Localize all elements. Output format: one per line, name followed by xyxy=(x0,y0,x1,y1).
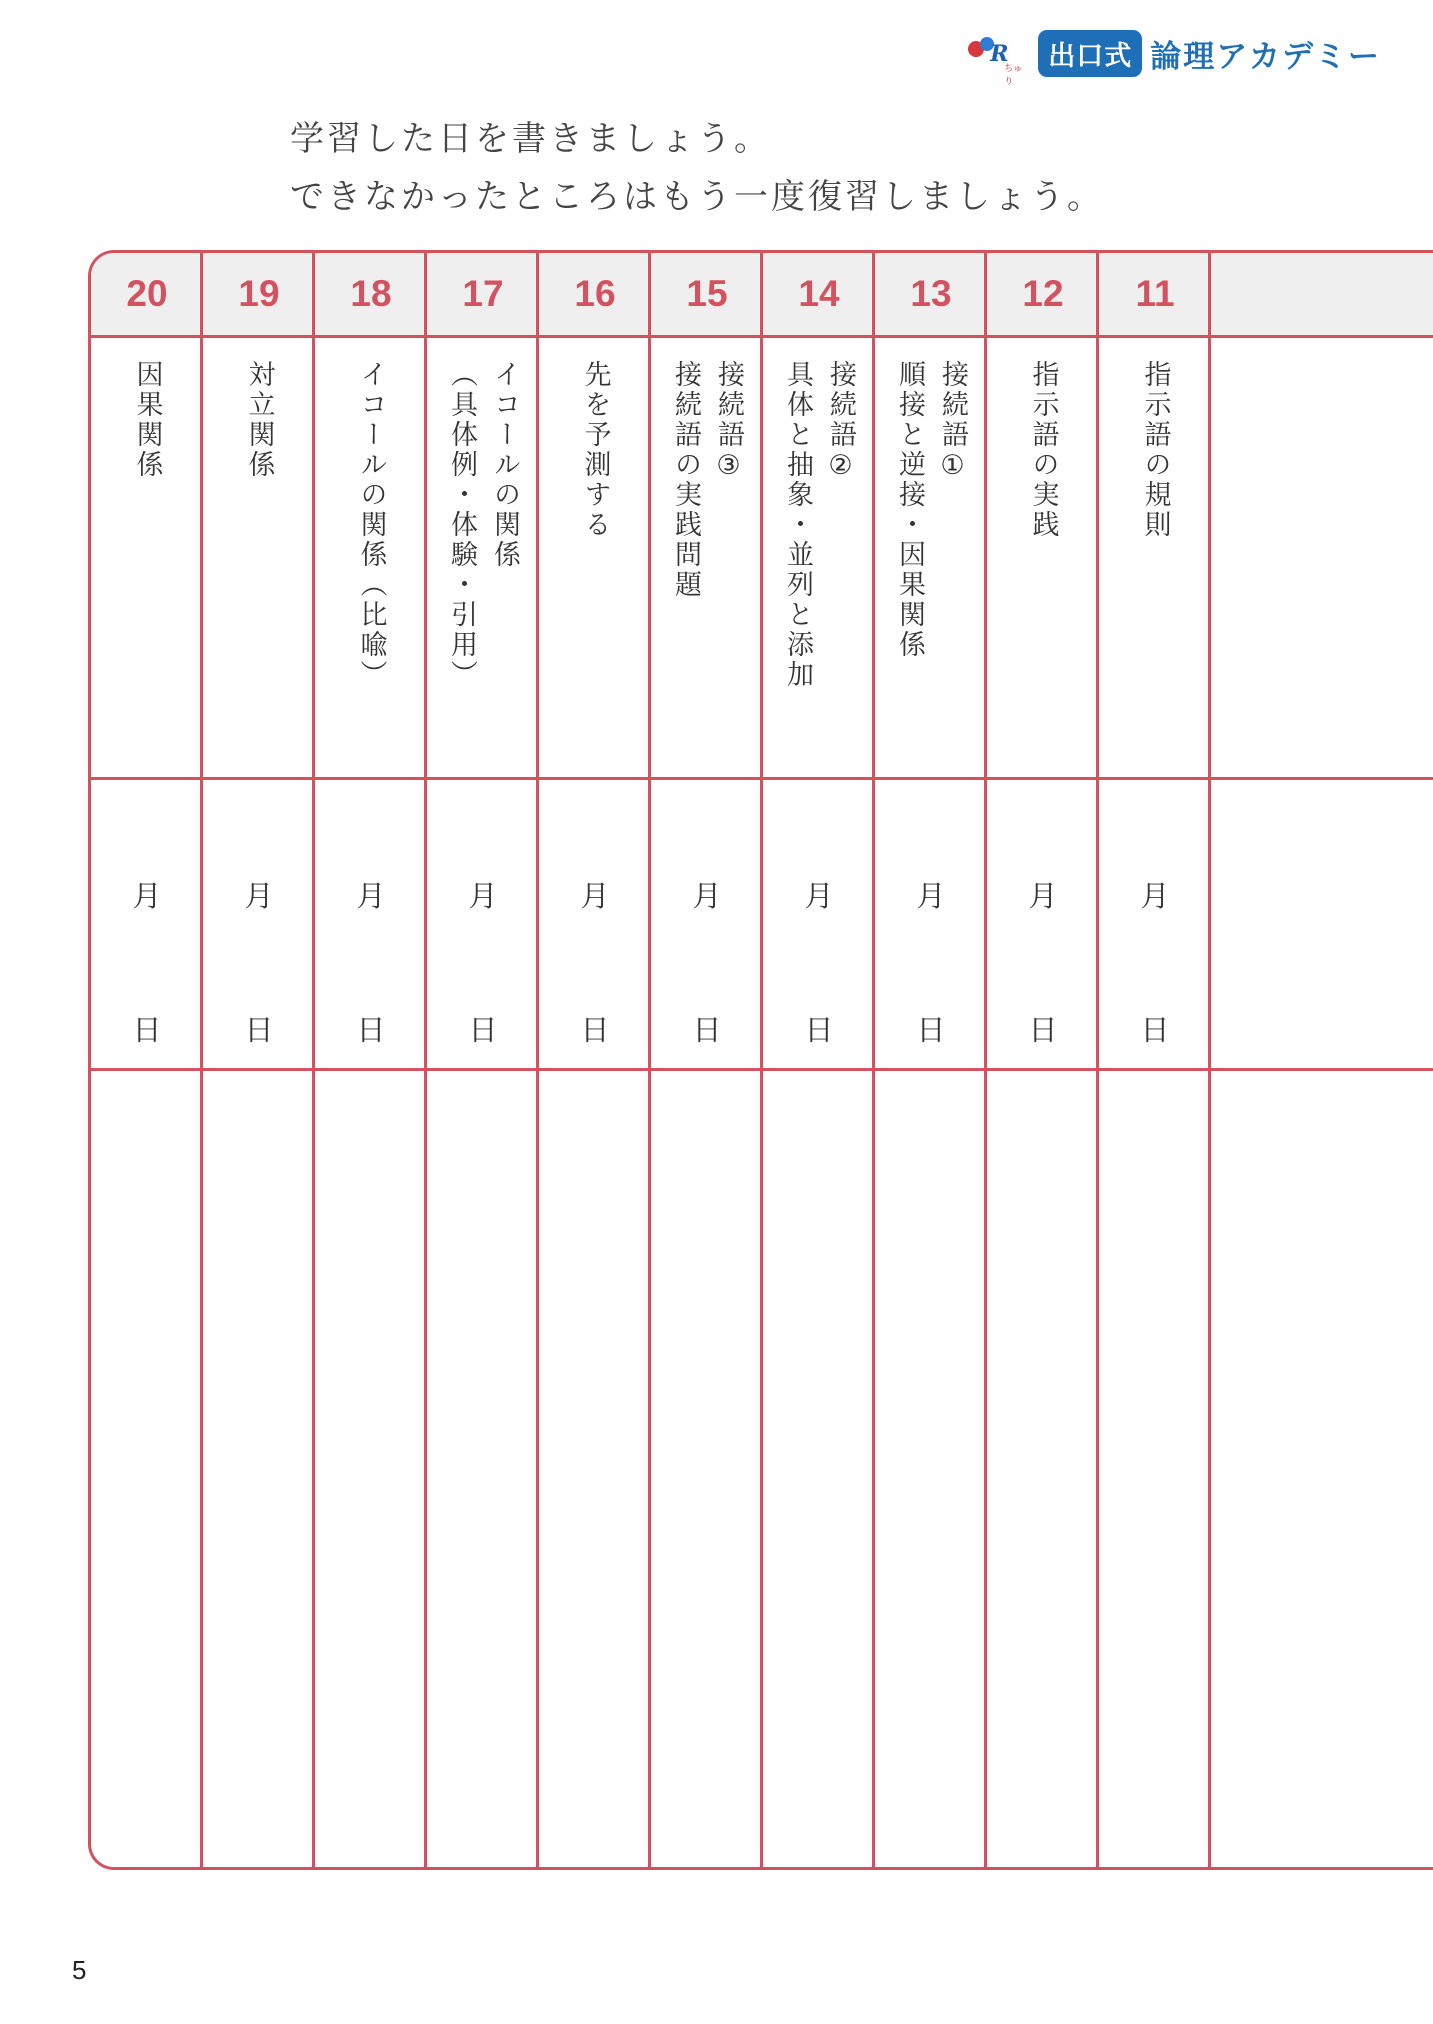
brand-header xyxy=(966,30,1381,87)
lesson-topic-line: 順接と逆接・因果関係 xyxy=(894,360,925,660)
lesson-column xyxy=(91,253,203,1867)
notes-cell[interactable] xyxy=(1211,1071,1433,1867)
notes-cell[interactable] xyxy=(91,1071,203,1867)
study-date-cell[interactable] xyxy=(987,780,1099,1071)
lesson-column xyxy=(984,253,1099,1867)
lesson-column xyxy=(1208,253,1433,1867)
study-log-table xyxy=(88,250,1433,1870)
day-label: 日 xyxy=(132,1013,162,1047)
month-label: 月 xyxy=(244,879,274,913)
lesson-topic-line: 接続語② xyxy=(825,360,856,484)
month-label: 月 xyxy=(580,879,610,913)
day-label: 日 xyxy=(916,1013,946,1047)
lesson-number: 12 xyxy=(987,253,1099,338)
lesson-topic-line: 先を予測する xyxy=(579,360,611,540)
study-date-cell[interactable] xyxy=(91,780,203,1071)
lesson-topic-line: 接続語③ xyxy=(713,360,744,484)
lesson-number: 19 xyxy=(203,253,315,338)
lesson-column xyxy=(760,253,875,1867)
instruction-line: できなかったところはもう一度復習しましょう。 xyxy=(290,177,1104,217)
month-label: 月 xyxy=(1140,879,1170,913)
lesson-topic-line: 指示語の規則 xyxy=(1139,360,1171,540)
notes-cell[interactable] xyxy=(315,1071,427,1867)
study-date-cell[interactable] xyxy=(875,780,987,1071)
lesson-topic-line: 因果関係 xyxy=(131,360,163,480)
month-label: 月 xyxy=(132,879,162,913)
lesson-number: 11 xyxy=(1099,253,1211,338)
lesson-column xyxy=(536,253,651,1867)
lesson-number: 13 xyxy=(875,253,987,338)
month-label: 月 xyxy=(356,879,386,913)
brand-logo-icon: R ちゅり xyxy=(966,33,1030,73)
month-label: 月 xyxy=(916,879,946,913)
lesson-number: 14 xyxy=(763,253,875,338)
notes-cell[interactable] xyxy=(987,1071,1099,1867)
lesson-topic-line: イコールの関係（比喩） xyxy=(355,360,387,690)
lesson-column xyxy=(200,253,315,1867)
notes-cell[interactable] xyxy=(1099,1071,1211,1867)
study-date-cell[interactable] xyxy=(1211,780,1433,1071)
instructions xyxy=(290,110,1104,226)
lesson-topic xyxy=(651,338,763,780)
study-date-cell[interactable] xyxy=(427,780,539,1071)
lesson-column xyxy=(1096,253,1211,1867)
lesson-number: 18 xyxy=(315,253,427,338)
month-label: 月 xyxy=(1028,879,1058,913)
lesson-topic xyxy=(1099,338,1211,780)
month-label: 月 xyxy=(468,879,498,913)
lesson-column xyxy=(872,253,987,1867)
notes-cell[interactable] xyxy=(875,1071,987,1867)
lesson-topic-line: 指示語の実践 xyxy=(1027,360,1059,540)
study-date-cell[interactable] xyxy=(539,780,651,1071)
lesson-topic-line: 接続語の実践問題 xyxy=(670,360,701,600)
day-label: 日 xyxy=(356,1013,386,1047)
notes-cell[interactable] xyxy=(427,1071,539,1867)
brand-name: 論理アカデミー xyxy=(1150,38,1381,75)
study-date-cell[interactable] xyxy=(763,780,875,1071)
brand-badge: 出口式 xyxy=(1038,30,1142,77)
notes-cell[interactable] xyxy=(763,1071,875,1867)
lesson-column xyxy=(424,253,539,1867)
day-label: 日 xyxy=(692,1013,722,1047)
notes-cell[interactable] xyxy=(539,1071,651,1867)
study-date-cell[interactable] xyxy=(203,780,315,1071)
lesson-topic xyxy=(875,338,987,780)
day-label: 日 xyxy=(244,1013,274,1047)
lesson-topic-line: イコールの関係 xyxy=(489,360,520,570)
lesson-topic-line: （具体例・体験・引用） xyxy=(446,360,477,690)
lesson-topic xyxy=(315,338,427,780)
study-date-cell[interactable] xyxy=(315,780,427,1071)
day-label: 日 xyxy=(1028,1013,1058,1047)
day-label: 日 xyxy=(580,1013,610,1047)
lesson-topic xyxy=(539,338,651,780)
lesson-topic xyxy=(987,338,1099,780)
page-number: 5 xyxy=(72,1955,87,1985)
lesson-topic-line: 接続語① xyxy=(937,360,968,484)
study-date-cell[interactable] xyxy=(651,780,763,1071)
day-label: 日 xyxy=(804,1013,834,1047)
lesson-topic-line: 対立関係 xyxy=(243,360,275,480)
day-label: 日 xyxy=(468,1013,498,1047)
lesson-number: 17 xyxy=(427,253,539,338)
lesson-topic xyxy=(763,338,875,780)
notes-cell[interactable] xyxy=(203,1071,315,1867)
lesson-number: 20 xyxy=(91,253,203,338)
lesson-column xyxy=(648,253,763,1867)
lesson-number: 15 xyxy=(651,253,763,338)
day-label: 日 xyxy=(1140,1013,1170,1047)
lesson-topic xyxy=(91,338,203,780)
lesson-number xyxy=(1211,253,1433,338)
lesson-number: 16 xyxy=(539,253,651,338)
month-label: 月 xyxy=(804,879,834,913)
lesson-topic xyxy=(203,338,315,780)
month-label: 月 xyxy=(692,879,722,913)
lesson-topic xyxy=(427,338,539,780)
lesson-topic-line: 具体と抽象・並列と添加 xyxy=(782,360,813,690)
lesson-topic xyxy=(1211,338,1433,780)
lesson-column xyxy=(312,253,427,1867)
study-date-cell[interactable] xyxy=(1099,780,1211,1071)
instruction-line: 学習した日を書きましょう。 xyxy=(290,119,771,159)
notes-cell[interactable] xyxy=(651,1071,763,1867)
